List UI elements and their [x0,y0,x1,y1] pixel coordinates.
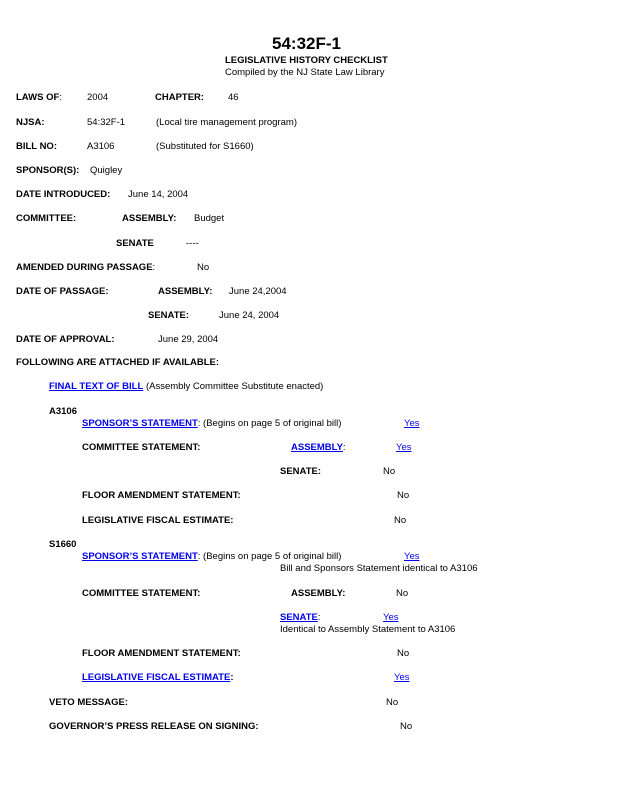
s1660-floor-value: No [397,648,410,659]
veto-value: No [386,697,399,708]
a3106-sponsor-note: : (Begins on page 5 of original bill) [197,418,342,429]
a3106-assembly-yes-link[interactable]: Yes [396,442,412,453]
a3106-fiscal-label: LEGISLATIVE FISCAL ESTIMATE: [82,515,234,526]
s1660-senate-colon: : [317,612,321,623]
s1660-assembly-label: ASSEMBLY: [291,588,346,599]
s1660-sponsor-identical: Bill and Sponsors Statement identical to A3106 [280,563,478,574]
laws-of-value: 2004 [87,92,109,103]
page-subtitle: LEGISLATIVE HISTORY CHECKLIST [225,55,388,66]
s1660-sponsor-link[interactable]: SPONSOR’S STATEMENT [82,551,198,562]
passage-senate-label: SENATE: [148,310,189,321]
laws-of-colon: : [59,92,62,103]
final-text-note: (Assembly Committee Substitute enacted) [145,381,324,392]
s1660-senate-row [280,612,320,624]
a3106-heading: A3106 [49,406,77,417]
laws-of-row [16,92,62,104]
bill-no-description: (Substituted for S1660) [156,141,254,152]
veto-label: VETO MESSAGE: [49,697,129,708]
chapter-value: 46 [228,92,239,103]
following-label: FOLLOWING ARE ATTACHED IF AVAILABLE: [16,357,219,368]
amended-value: No [197,262,210,273]
a3106-assembly-row [291,442,346,454]
s1660-fiscal-colon: : [230,672,234,683]
date-introduced-label: DATE INTRODUCED: [16,189,111,200]
passage-assembly-label: ASSEMBLY: [158,286,213,297]
page-title: 54:32F-1 [272,34,341,53]
laws-of-label: LAWS OF [16,92,60,103]
final-text-link[interactable]: FINAL TEXT OF BILL [49,381,144,392]
s1660-sponsor-yes-link[interactable]: Yes [404,551,420,562]
a3106-sponsor-link[interactable]: SPONSOR’S STATEMENT [82,418,198,429]
a3106-assembly-colon: : [342,442,346,453]
passage-assembly-value: June 24,2004 [229,286,287,297]
s1660-assembly-value: No [396,588,409,599]
s1660-committee-label: COMMITTEE STATEMENT: [82,588,201,599]
final-text-row [49,381,323,393]
amended-label: AMENDED DURING PASSAGE [16,262,153,273]
s1660-senate-identical: Identical to Assembly Statement to A3106 [280,624,456,635]
a3106-floor-value: No [397,490,410,501]
date-approval-value: June 29, 2004 [158,334,219,345]
date-introduced-value: June 14, 2004 [128,189,189,200]
a3106-committee-label: COMMITTEE STATEMENT: [82,442,201,453]
committee-label: COMMITTEE: [16,213,77,224]
njsa-value: 54:32F-1 [87,117,126,128]
press-release-label: GOVERNOR’S PRESS RELEASE ON SIGNING: [49,721,259,732]
sponsor-label: SPONSOR(S): [16,165,80,176]
s1660-fiscal-yes-link[interactable]: Yes [394,672,410,683]
a3106-senate-value: No [383,466,396,477]
a3106-sponsor-yes-link[interactable]: Yes [404,418,420,429]
date-approval-label: DATE OF APPROVAL: [16,334,115,345]
a3106-sponsor-row [82,418,341,430]
date-passage-label: DATE OF PASSAGE: [16,286,109,297]
amended-row [16,262,155,274]
a3106-assembly-link[interactable]: ASSEMBLY [291,442,343,453]
njsa-description: (Local tire management program) [156,117,297,128]
committee-assembly-value: Budget [194,213,225,224]
s1660-sponsor-row [82,551,341,563]
committee-assembly-label: ASSEMBLY: [122,213,177,224]
s1660-fiscal-link[interactable]: LEGISLATIVE FISCAL ESTIMATE [82,672,231,683]
s1660-heading: S1660 [49,539,77,550]
committee-senate-label: SENATE [116,238,154,249]
a3106-fiscal-value: No [394,515,407,526]
njsa-label: NJSA: [16,117,45,128]
s1660-senate-yes-link[interactable]: Yes [383,612,399,623]
bill-no-label: BILL NO: [16,141,57,152]
press-release-value: No [400,721,413,732]
s1660-sponsor-note: : (Begins on page 5 of original bill) [197,551,342,562]
sponsor-value: Quigley [90,165,123,176]
s1660-senate-link[interactable]: SENATE [280,612,318,623]
s1660-floor-label: FLOOR AMENDMENT STATEMENT: [82,648,241,659]
s1660-fiscal-row [82,672,233,684]
amended-colon: : [152,262,156,273]
passage-senate-value: June 24, 2004 [219,310,280,321]
compiled-by: Compiled by the NJ State Law Library [225,67,385,78]
a3106-senate-label: SENATE: [280,466,321,477]
a3106-floor-label: FLOOR AMENDMENT STATEMENT: [82,490,241,501]
chapter-label: CHAPTER: [155,92,205,103]
bill-no-value: A3106 [87,141,115,152]
committee-senate-value: ---- [186,238,199,249]
